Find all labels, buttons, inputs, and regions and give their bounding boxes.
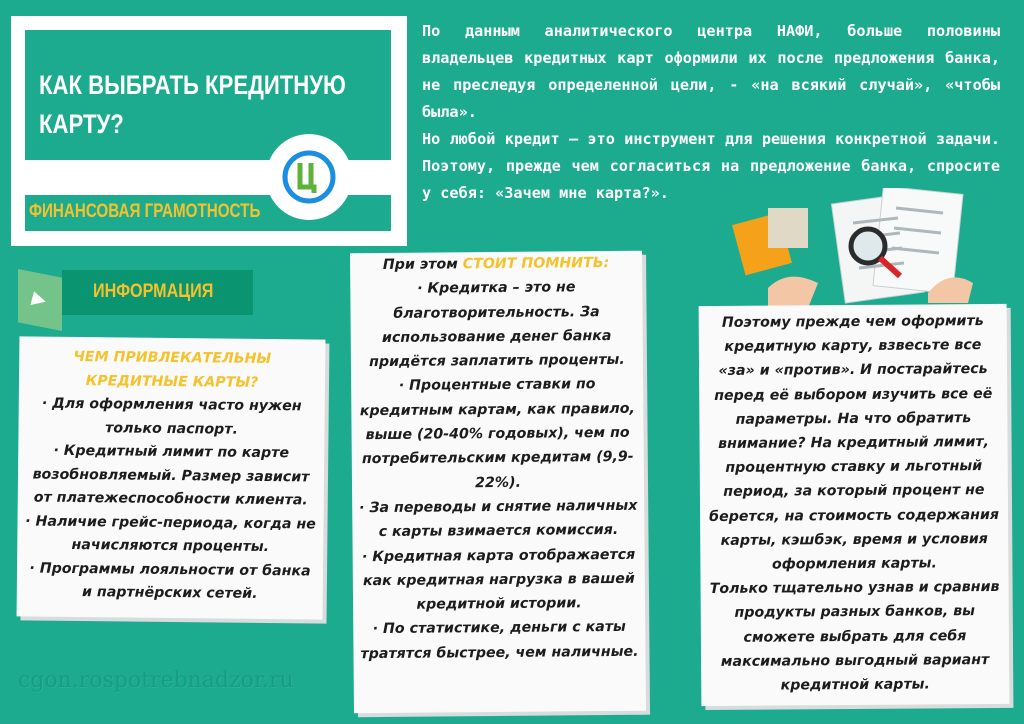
card-heading: ЧЕМ ПРИВЛЕКАТЕЛЬНЫ КРЕДИТНЫЕ КАРТЫ?: [73, 348, 272, 391]
card-heading: [356, 251, 636, 278]
list-item: · Для оформления часто нужен только паспорт.: [41, 395, 302, 438]
list-item: · За переводы и снятие наличных с карты взимается комиссия.: [359, 497, 638, 541]
list-item: · По статистике, деньги с каты тратятся быстрее, чем наличные.: [360, 619, 639, 662]
title-box: [25, 30, 391, 160]
advice-paragraph: Поэтому прежде чем оформить кредитную карту, взвесьте все «за» и «против». И постарайтесь перед её выбором изучить все её параметры. На что обратить внимание? На кредитный лимит, процентную ставку и льготный период, за который процент не берется, на стоимость содержания карты, кэшбэк, время и условия оформления карты.: [709, 313, 1000, 573]
card-attractions: [17, 336, 326, 619]
list-item: · Кредитка – это не благотворительность. За использование денег банка придётся заплатить проценты.: [369, 279, 625, 371]
list-item: · Кредитный лимит по карте возобновляемый. Размер зависит от платежеспособности клиента.: [32, 442, 310, 509]
banner-label: ИНФОРМАЦИЯ: [93, 281, 214, 302]
intro-text: [422, 18, 1000, 207]
play-icon: [18, 269, 62, 331]
header-frame: [11, 16, 407, 246]
heading-highlight: СТОИТ ПОМНИТЬ:: [462, 255, 610, 273]
info-banner: [62, 270, 253, 315]
watermark: cgon.rospotrebnadzor.ru: [18, 668, 294, 693]
documents-magnifier-illustration: [728, 188, 1003, 308]
list-item: · Процентные ставки по кредитным картам, как правило, выше (20-40% годовых), чем по потребительским кредитам (9,9-22%).: [359, 376, 635, 491]
subtitle: ФИНАНСОВАЯ ГРАМОТНОСТЬ: [29, 201, 261, 222]
list-item: · Программы лояльности от банка и партнёрских сетей.: [29, 560, 311, 602]
intro-paragraph: Но любой кредит – это инструмент для решения конкретной задачи. Поэтому, прежде чем согласиться на предложение банка, спросите у себя: «Зачем мне карта?».: [422, 130, 1000, 202]
logo-icon: [266, 134, 352, 220]
list-item: · Наличие грейс-периода, когда не начисляются проценты.: [25, 512, 316, 556]
page-title: КАК ВЫБРАТЬ КРЕДИТНУЮ КАРТУ?: [39, 70, 346, 139]
intro-paragraph: По данным аналитического центра НАФИ, больше половины владельцев кредитных карт оформили их после предложения банка, не преследуя определенной цели, - «на всякий случай», «чтобы была».: [422, 22, 1000, 121]
list-item: · Кредитная карта отображается как кредитная нагрузка в вашей кредитной истории.: [361, 546, 636, 613]
card-advice: [699, 304, 1010, 706]
heading-lead: При этом: [382, 256, 463, 273]
advice-paragraph: Только тщательно узнав и сравнив продукты разных банков, вы сможете выбрать для себя максимально выгодный вариант кредитной карты.: [709, 579, 1000, 694]
card-remember: [350, 251, 646, 714]
